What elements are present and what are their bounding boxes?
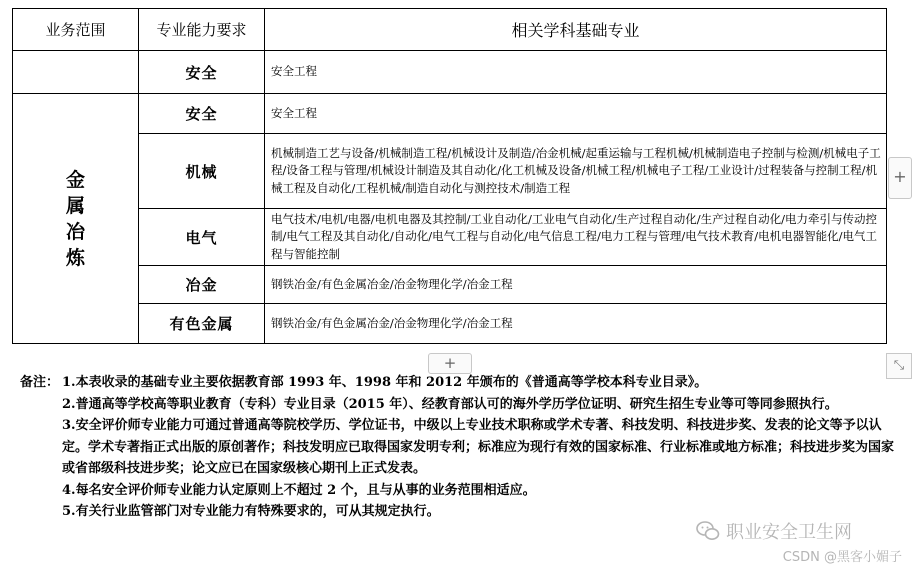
watermark-line1 (696, 518, 906, 544)
add-row-button[interactable]: + (428, 353, 472, 374)
header-scope: 业务范围 (13, 9, 139, 51)
note-body (62, 480, 900, 502)
notes-section (20, 372, 900, 523)
table-row (13, 304, 887, 344)
table-row (13, 134, 887, 209)
note-number: 1. (62, 375, 76, 390)
header-majors: 相关学科基础专业 (265, 9, 887, 51)
note-lead-spacer (20, 415, 62, 480)
wechat-icon (696, 520, 720, 542)
note-body (62, 394, 900, 416)
note-item (20, 394, 900, 416)
table-row (13, 209, 887, 266)
majors-cell: 机械制造工艺与设备/机械制造工程/机械设计及制造/冶金机械/起重运输与工程机械/机械制造电子控制与检测/机械电子工程/设备工程与管理/机械设计制造及其自动化/化工机械及设备/机械工程/机械电子工程/工业设计/过程装备与控制工程/机械工程及自动化/工程机械/制造自动化与测控技术/制造工程 (265, 134, 887, 209)
note-text: 每名安全评价师专业能力认定原则上不超过 2 个，且与从事的业务范围相适应。 (75, 482, 536, 498)
ability-cell: 机械 (139, 134, 265, 209)
majors-table (12, 8, 887, 344)
note-number: 3. (62, 418, 76, 433)
note-lead-spacer (20, 501, 62, 523)
table-resize-handle[interactable]: ⤡ (886, 353, 912, 379)
majors-cell: 安全工程 (265, 51, 887, 94)
table-row (13, 51, 887, 94)
ability-cell: 电气 (139, 209, 265, 266)
majors-cell: 钢铁冶金/有色金属冶金/冶金物理化学/冶金工程 (265, 266, 887, 304)
watermark-author: CSDN @黑客小媚子 (782, 550, 902, 565)
scope-vertical-text: 金属冶炼 (65, 168, 85, 269)
majors-cell: 电气技术/电机/电器/电机电器及其控制/工业自动化/工业电气自动化/生产过程自动化/生产过程自动化/电力牵引与传动控制/电气工程及其自动化/自动化/电气工程与自动化/电气信息工程/电力工程与管理/电气技术教育/电机电器智能化/电气工程与智能控制 (265, 209, 887, 266)
note-body (62, 372, 900, 394)
table-row (13, 266, 887, 304)
note-item (20, 415, 900, 480)
note-text: 普通高等学校高等职业教育（专科）专业目录（2015 年）、经教育部认可的海外学历学位证明、研究生招生专业等可等同参照执行。 (75, 396, 838, 412)
majors-cell: 钢铁冶金/有色金属冶金/冶金物理化学/冶金工程 (265, 304, 887, 344)
table-header-row (13, 9, 887, 51)
note-item (20, 372, 900, 394)
note-item (20, 480, 900, 502)
ability-cell: 冶金 (139, 266, 265, 304)
watermark (696, 518, 906, 565)
note-number: 5. (62, 504, 76, 519)
header-ability: 专业能力要求 (139, 9, 265, 51)
watermark-title: 职业安全卫生网 (726, 522, 852, 543)
note-text: 本表收录的基础专业主要依据教育部 1993 年、1998 年和 2012 年颁布的《普通高等学校本科专业目录》。 (75, 375, 708, 390)
note-text: 有关行业监管部门对专业能力有特殊要求的，可从其规定执行。 (75, 504, 440, 519)
table-row (13, 94, 887, 134)
note-number: 4. (62, 482, 76, 498)
note-lead-spacer (20, 394, 62, 416)
ability-cell: 安全 (139, 94, 265, 134)
note-number: 2. (62, 396, 76, 412)
note-body (62, 415, 900, 480)
note-lead-spacer (20, 480, 62, 502)
ability-cell: 有色金属 (139, 304, 265, 344)
add-column-button[interactable]: + (888, 157, 912, 199)
scope-cell-metallurgy (13, 94, 139, 344)
notes-lead: 备注： (20, 375, 60, 390)
scope-cell-empty (13, 51, 139, 94)
majors-cell: 安全工程 (265, 94, 887, 134)
note-text: 安全评价师专业能力可通过普通高等院校学历、学位证书，中级以上专业技术职称或学术专著、科技发明、科技进步奖、发表的论文等予以认定。学术专著指正式出版的原创著作；科技发明应已取得国家发明专利；标准应为现行有效的国家标准、行业标准或地方标准；科技进步奖为国家或省部级科技进步奖；论文应已在国家级核心期刊上正式发表。 (62, 418, 895, 476)
ability-cell: 安全 (139, 51, 265, 94)
